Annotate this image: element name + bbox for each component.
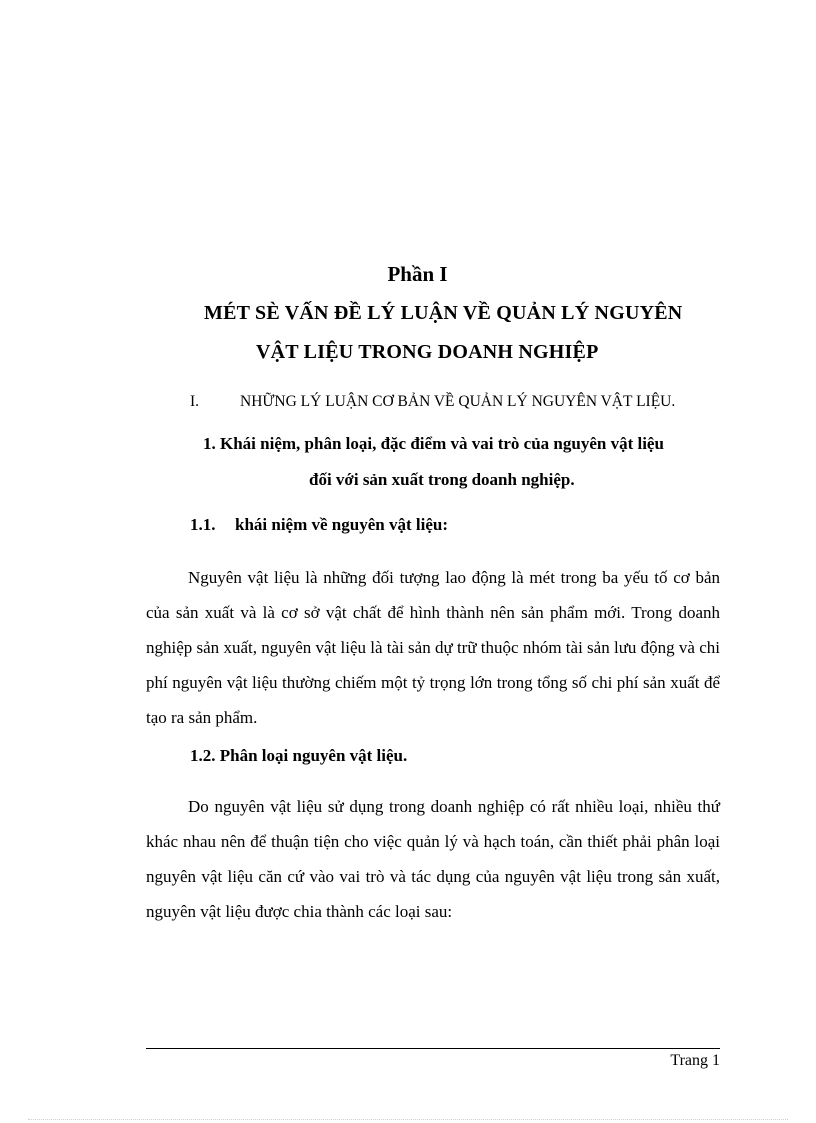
paragraph-1 xyxy=(146,560,720,735)
paragraph-2-line: nguyên vật liệu trong sản xuất, nguyên vật liệu được chia thành các loại sau: xyxy=(146,867,720,921)
heading-1-line-1: 1. Khái niệm, phân loại, đặc điểm và vai trò của nguyên vật liệu xyxy=(203,434,664,453)
part-title: Phần I xyxy=(387,262,448,286)
footer-rule xyxy=(146,1048,720,1049)
section-title: NHỮNG LÝ LUẬN CƠ BẢN VỀ QUẢN LÝ NGUYÊN VẬT LIỆU. xyxy=(240,393,676,410)
heading-1-1-number: 1.1. xyxy=(190,515,216,534)
paragraph-2-line: thiết phải phân loại nguyên vật liệu căn cứ vào vai trò và tác dụng của xyxy=(146,832,720,886)
paragraph-1-text xyxy=(146,560,720,735)
heading-1-1-text: khái niệm về nguyên vật liệu: xyxy=(235,515,448,534)
paragraph-2-line: Do nguyên vật liệu sử dụng trong doanh nghiệp có rất nhiều loại, xyxy=(188,797,649,816)
paragraph-1-line: doanh nghiệp sản xuất, nguyên vật liệu là tài sản dự trữ thuộc nhóm tài sản xyxy=(146,603,721,657)
section-number: I. xyxy=(190,393,200,410)
main-title-line-2: VẬT LIỆU TRONG DOANH NGHIỆP xyxy=(256,341,599,363)
paragraph-2 xyxy=(146,789,720,929)
heading-1-2: 1.2. Phân loại nguyên vật liệu. xyxy=(190,746,408,765)
heading-1-line-2: đối với sản xuất trong doanh nghiệp. xyxy=(309,470,575,489)
paragraph-1-line: bản của sản xuất và là cơ sở vật chất để hình thành nên sản phẩm mới. Trong xyxy=(146,568,720,622)
heading-1-1 xyxy=(190,515,448,535)
paragraph-1-line: tổng số chi phí sản xuất để tạo ra sản phẩm. xyxy=(146,673,721,727)
paragraph-2-line: nhiều thứ khác nhau nên để thuận tiện cho việc quản lý và hạch toán, cần xyxy=(146,797,720,851)
page-number: Trang 1 xyxy=(670,1052,720,1069)
page-edge-divider xyxy=(28,1119,788,1120)
paragraph-1-line: lưu động và chi phí nguyên vật liệu thường chiếm một tỷ trọng lớn trong xyxy=(146,638,721,692)
paragraph-1-line: Nguyên vật liệu là những đối tượng lao động là mét trong ba yếu tố cơ xyxy=(188,568,690,587)
paragraph-2-text xyxy=(146,789,720,929)
main-title-line-1: MÉT SÈ VẤN ĐỀ LÝ LUẬN VỀ QUẢN LÝ NGUYÊN xyxy=(204,302,683,324)
